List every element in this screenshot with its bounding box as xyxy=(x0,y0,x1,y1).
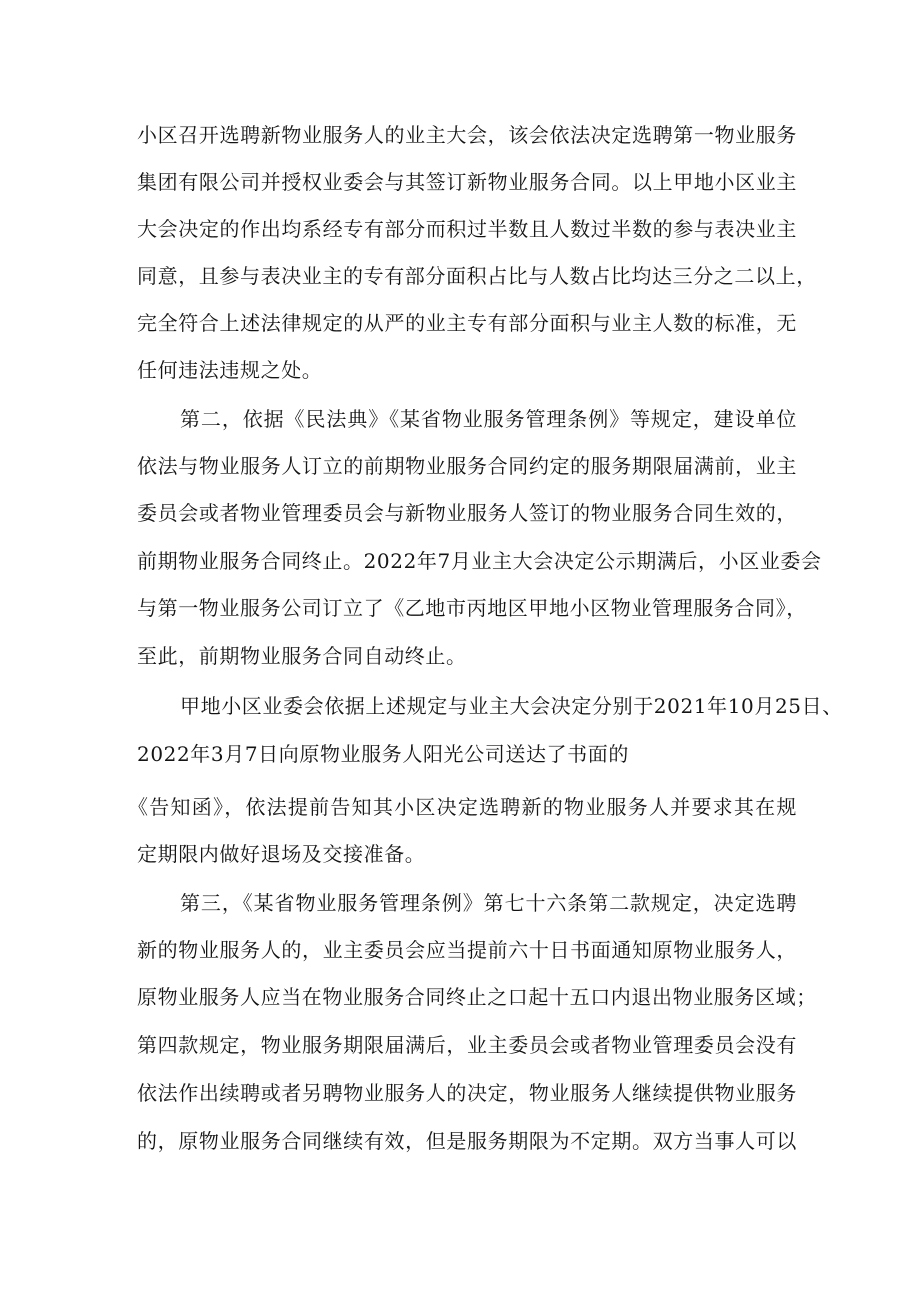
text-line: 依法与物业服务人订立的前期物业服务合同约定的服务期限届满前，业主 xyxy=(137,454,797,478)
text-line: 定期限内做好退场及交接准备。 xyxy=(137,842,426,866)
text-line: 2022年3月7日向原物业服务人阳光公司送达了书面的 xyxy=(137,742,629,766)
text-line: 小区召开选聘新物业服务人的业主大会，该会依法决定选聘第一物业服务 xyxy=(137,123,797,147)
text-line: 大会决定的作出均系经专有部分而积过半数且人数过半数的参与表决业主 xyxy=(137,217,797,241)
text-line: 甲地小区业委会依据上述规定与业主大会决定分别于2021年10月25日、 xyxy=(180,694,843,718)
text-line: 委员会或者物业管理委员会与新物业服务人签订的物业服务合同生效的， xyxy=(137,501,797,525)
text-line: 同意，且参与表决业主的专有部分面积占比与人数占比均达三分之二以上， xyxy=(137,264,817,288)
text-line: 任何违法违规之处。 xyxy=(137,358,323,382)
text-line: 第三，《某省物业服务管理条例》第七十六条第二款规定，决定选聘 xyxy=(180,891,797,915)
text-line: 第四款规定，物业服务期限届满后，业主委员会或者物业管理委员会没有 xyxy=(137,1033,797,1057)
text-line: 与第一物业服务公司订立了《乙地市丙地区甲地小区物业管理服务合同》， xyxy=(137,596,807,620)
text-line: 《告知函》，依法提前告知其小区决定选聘新的物业服务人并要求其在规 xyxy=(128,795,797,819)
text-line: 第二，依据《民法典》《某省物业服务管理条例》等规定，建设单位 xyxy=(180,407,797,431)
text-line: 前期物业服务合同终止。2022年7月业主大会决定公示期满后，小区业委会 xyxy=(137,549,822,573)
text-line: 新的物业服务人的，业主委员会应当提前六十日书面通知原物业服务人， xyxy=(137,938,797,962)
text-line: 的，原物业服务合同继续有效，但是服务期限为不定期。双方当事人可以 xyxy=(137,1129,797,1153)
text-line: 集团有限公司并授权业委会与其签订新物业服务合同。以上甲地小区业主 xyxy=(137,170,797,194)
text-line: 至此，前期物业服务合同自动终止。 xyxy=(137,644,467,668)
text-line: 原物业服务人应当在物业服务合同终止之口起十五口内退出物业服务区域； xyxy=(137,985,817,1009)
text-line: 依法作出续聘或者另聘物业服务人的决定，物业服务人继续提供物业服务 xyxy=(137,1081,797,1105)
text-line: 完全符合上述法律规定的从严的业主专有部分面积与业主人数的标准，无 xyxy=(137,311,797,335)
